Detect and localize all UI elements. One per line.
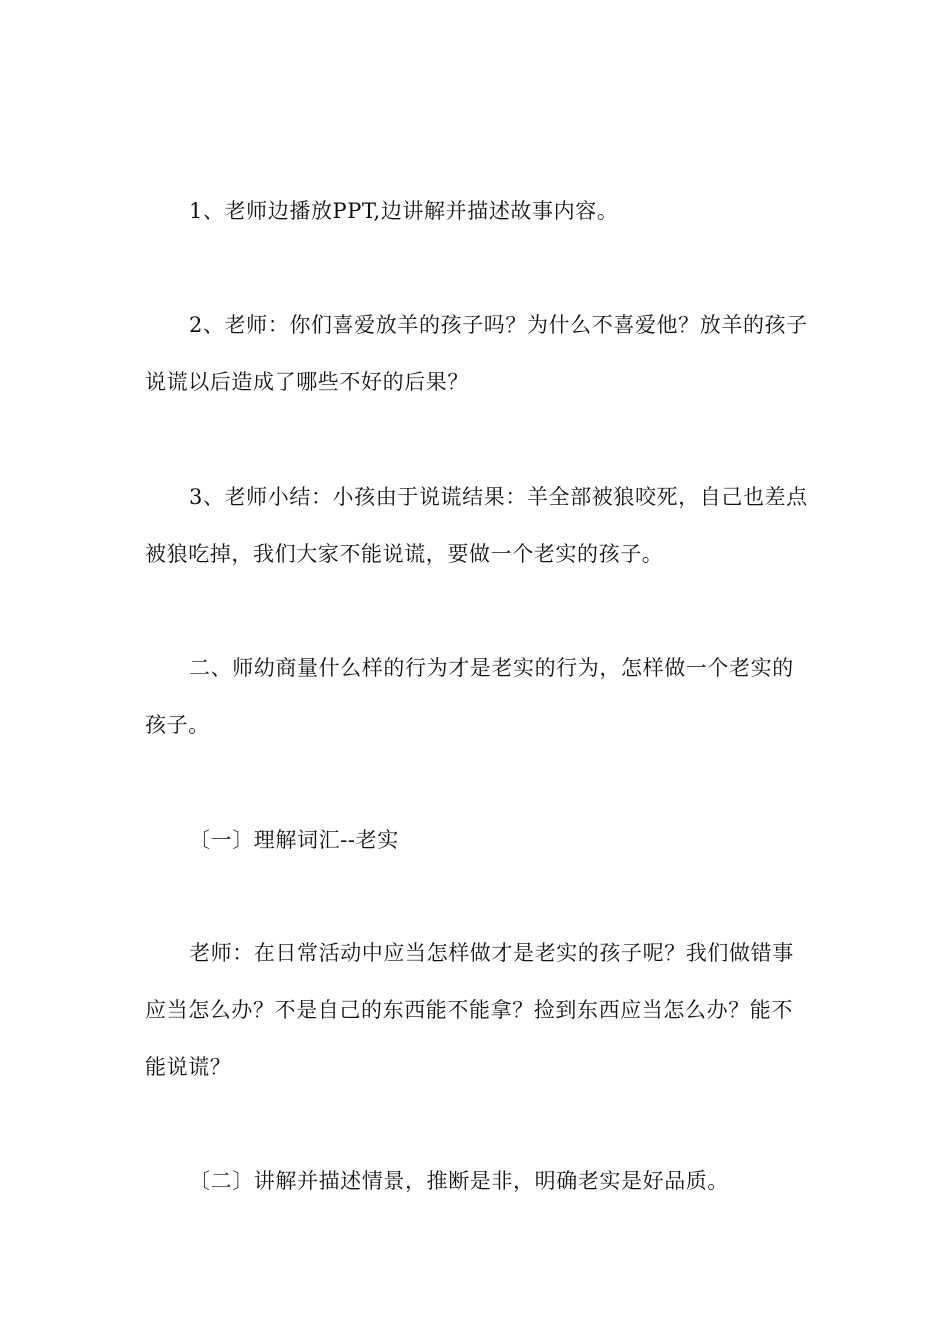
paragraph-step-1: 1、老师边播放PPT,边讲解并描述故事内容。 xyxy=(189,199,619,223)
paragraph-teacher-questions: 老师：在日常活动中应当怎样做才是老实的孩子呢？我们做错事应当怎么办？不是自己的东西能不能拿？捡到东西应当怎么办？能不能说谎？ xyxy=(145,941,794,1079)
subsection-heading-1: 〔一〕理解词汇--老实 xyxy=(189,828,399,852)
subsection-heading-2: 〔二〕讲解并描述情景，推断是非，明确老实是好品质。 xyxy=(189,1169,729,1193)
paragraph-step-3: 3、老师小结：小孩由于说谎结果：羊全部被狼咬死，自己也差点被狼吃掉，我们大家不能说谎，要做一个老实的孩子。 xyxy=(145,485,808,566)
paragraph-step-2: 2、老师：你们喜爱放羊的孩子吗？为什么不喜爱他？放羊的孩子说谎以后造成了哪些不好的后果？ xyxy=(145,313,808,394)
section-heading-2: 二、师幼商量什么样的行为才是老实的行为，怎样做一个老实的孩子。 xyxy=(145,656,794,737)
